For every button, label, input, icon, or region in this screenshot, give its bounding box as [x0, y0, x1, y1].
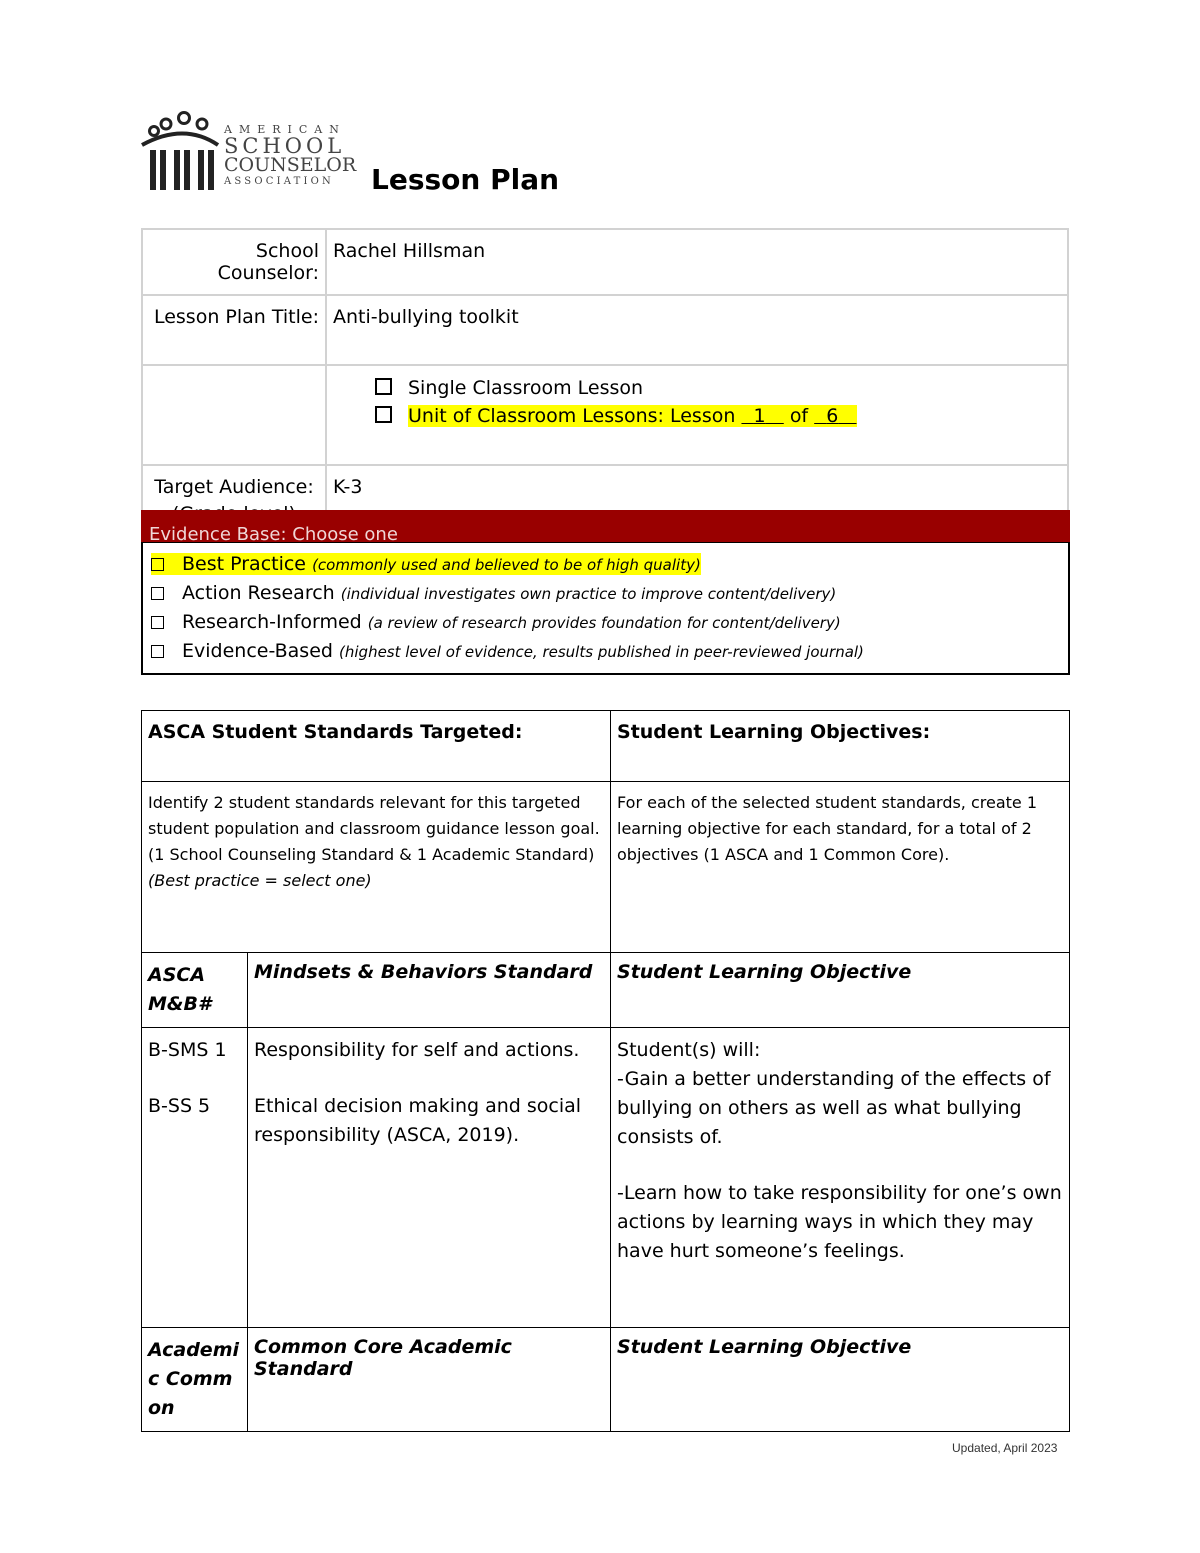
cc-code-header: Academic Common: [142, 1328, 248, 1432]
evidence-option-research-informed[interactable]: [151, 611, 841, 633]
page-title: Lesson Plan: [371, 163, 560, 196]
objective-1: -Gain a better understanding of the effects of bullying on others as well as what bullying consists of.: [617, 1068, 1051, 1148]
lesson-total[interactable]: 6: [826, 405, 839, 427]
logo-line-4: ASSOCIATION: [224, 176, 334, 187]
mb-codes-cell: [142, 1028, 248, 1328]
evidence-header-bar: [141, 510, 1070, 542]
objective-intro: Student(s) will:: [617, 1039, 761, 1061]
option-single-lesson[interactable]: [333, 374, 1061, 402]
evidence-name: Evidence-Based: [182, 640, 333, 662]
logo-line-3: COUNSELOR: [224, 154, 357, 176]
mb-objectives-cell: [611, 1028, 1070, 1328]
evidence-desc: (highest level of evidence, results published in peer-reviewed journal): [339, 643, 864, 661]
instructions-line-3: (Best practice = select one): [148, 871, 372, 890]
instructions-line-2: (1 School Counseling Standard & 1 Academic Standard): [148, 845, 595, 864]
objectives-instructions: For each of the selected student standards, create 1 learning objective for each standard, for a total of 2 objectives (1 ASCA and 1 Common Core).: [611, 782, 1070, 953]
option-unit-lessons[interactable]: [333, 402, 1061, 430]
lesson-type-options: [326, 365, 1068, 465]
logo-wordmark: [224, 124, 356, 187]
logo-line-1: AMERICAN: [224, 123, 346, 136]
checkbox-icon[interactable]: [375, 406, 392, 423]
standard-code-2: B-SS 5: [148, 1095, 211, 1117]
evidence-option-best-practice[interactable]: [151, 553, 701, 575]
evidence-desc: (individual investigates own practice to improve content/delivery): [340, 585, 837, 603]
option-unit-label: Unit of Classroom Lessons: Lesson: [408, 405, 736, 427]
learning-objectives-header: Student Learning Objectives:: [611, 711, 1070, 782]
mb-objective-header: Student Learning Objective: [611, 953, 1070, 1028]
standards-table: [141, 710, 1070, 1432]
checkbox-icon[interactable]: [151, 587, 164, 600]
lesson-title-label: Lesson Plan Title:: [142, 295, 326, 365]
instructions-line-1: Identify 2 student standards relevant for this targeted student population and classroom guidance lesson goal.: [148, 793, 600, 838]
evidence-name: Best Practice: [182, 553, 307, 575]
standards-targeted-header: ASCA Student Standards Targeted:: [142, 711, 611, 782]
standards-instructions: [142, 782, 611, 953]
logo-line-2: SCHOOL: [224, 134, 346, 158]
empty-label-cell: [142, 365, 326, 465]
evidence-option-action-research[interactable]: [151, 582, 836, 604]
of-label: of: [789, 405, 809, 427]
option-single-label: Single Classroom Lesson: [408, 377, 644, 399]
objective-2: -Learn how to take responsibility for one’s own actions by learning ways in which they may have hurt someone’s feelings.: [617, 1182, 1062, 1262]
evidence-options: [141, 542, 1070, 675]
option-unit-text: [408, 405, 857, 427]
mb-standard-header: Mindsets & Behaviors Standard: [248, 953, 611, 1028]
audience-value[interactable]: K-3: [326, 465, 1068, 536]
counselor-label: School Counselor:: [142, 229, 326, 295]
lesson-title-value[interactable]: Anti-bullying toolkit: [326, 295, 1068, 365]
evidence-name: Research-Informed: [182, 611, 362, 633]
cc-objective-header: Student Learning Objective: [611, 1328, 1070, 1432]
checkbox-icon[interactable]: [151, 645, 164, 658]
checkbox-icon[interactable]: [151, 616, 164, 629]
checkbox-icon[interactable]: [151, 558, 164, 571]
evidence-option-evidence-based[interactable]: [151, 640, 864, 662]
lesson-info-table: [141, 228, 1069, 537]
footer-updated: Updated, April 2023: [952, 1441, 1058, 1455]
audience-label: Target Audience:: [154, 476, 314, 498]
evidence-header: Evidence Base: Choose one: [149, 524, 398, 542]
standard-code-1: B-SMS 1: [148, 1039, 227, 1061]
standard-text-1: Responsibility for self and actions.: [254, 1039, 580, 1061]
evidence-desc: (a review of research provides foundation for content/delivery): [367, 614, 841, 632]
checkbox-icon[interactable]: [375, 378, 392, 395]
lesson-number[interactable]: 1: [753, 405, 766, 427]
evidence-name: Action Research: [182, 582, 335, 604]
mb-code-header: ASCA M&B#: [142, 953, 248, 1028]
cc-standard-header: Common Core Academic Standard: [248, 1328, 611, 1432]
evidence-desc: (commonly used and believed to be of high quality): [312, 556, 701, 574]
mb-standards-cell: [248, 1028, 611, 1328]
counselor-value[interactable]: Rachel Hillsman: [326, 229, 1068, 295]
standard-text-2: Ethical decision making and social responsibility (ASCA, 2019).: [254, 1095, 582, 1146]
